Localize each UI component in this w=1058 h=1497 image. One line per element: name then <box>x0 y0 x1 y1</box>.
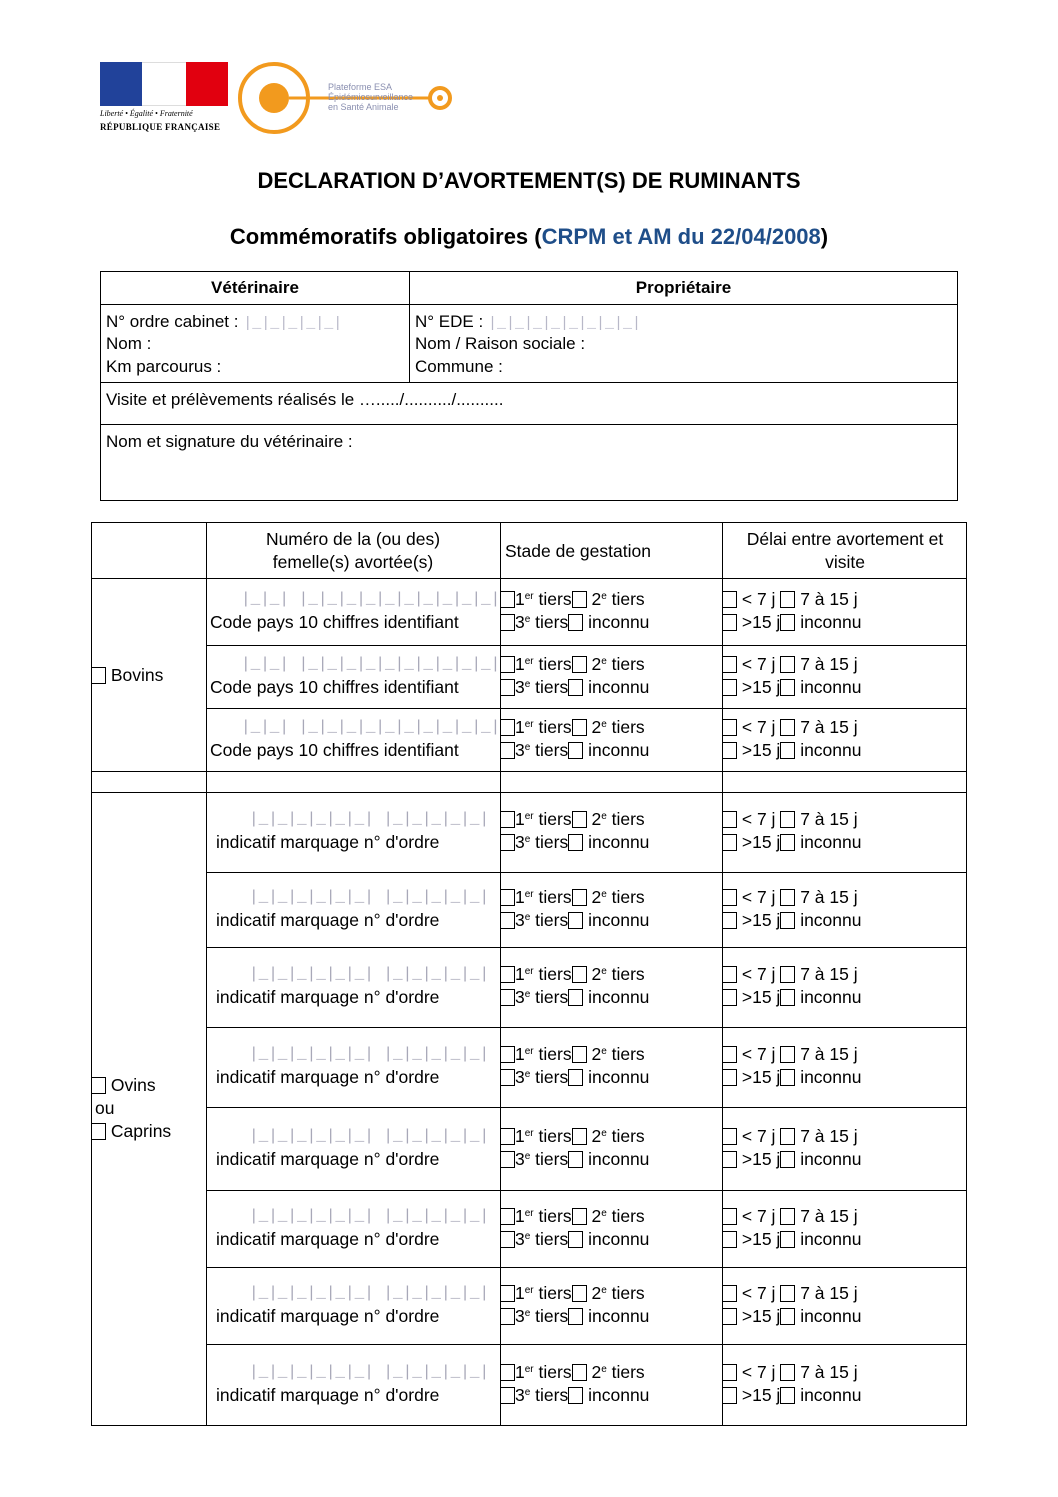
inconnu-delai-checkbox[interactable] <box>780 1151 795 1168</box>
7to15-checkbox[interactable] <box>780 811 795 828</box>
tiers2-checkbox[interactable] <box>572 1128 587 1145</box>
ovin-id-boxes[interactable]: |_|_|_|_|_|_| |_|_|_|_|_| <box>249 810 490 828</box>
raison-sociale-field[interactable]: Nom / Raison sociale : <box>415 334 586 353</box>
delai-row1: < 7 j 7 à 15 j <box>722 588 858 611</box>
ordre-cabinet-field[interactable]: N° ordre cabinet : |_|_|_|_|_| <box>106 312 343 332</box>
gt15-checkbox[interactable] <box>722 1308 737 1325</box>
delai-row2: >15 j inconnu <box>722 1148 862 1171</box>
tiers3-checkbox[interactable] <box>500 742 515 759</box>
gt15-checkbox[interactable] <box>722 989 737 1006</box>
nom-veterinaire-field[interactable]: Nom : <box>106 334 152 353</box>
inconnu-stade-checkbox[interactable] <box>568 1069 583 1086</box>
7to15-checkbox[interactable] <box>780 656 795 673</box>
stade-row1: 1er tiers 2e tiers <box>500 808 645 831</box>
stade-row1: 1er tiers 2e tiers <box>500 1125 645 1148</box>
gt15-checkbox[interactable] <box>722 614 737 631</box>
delai-row2: >15 j inconnu <box>722 1228 862 1251</box>
inconnu-stade-checkbox[interactable] <box>568 614 583 631</box>
inconnu-stade-checkbox[interactable] <box>568 1151 583 1168</box>
veterinaire-proprietaire-table <box>100 271 958 501</box>
lt7-checkbox[interactable] <box>722 1364 737 1381</box>
inconnu-delai-checkbox[interactable] <box>780 1069 795 1086</box>
col-stade-header: Stade de gestation <box>505 541 651 561</box>
delai-row2: >15 j inconnu <box>722 909 862 932</box>
stade-row1: 1er tiers 2e tiers <box>500 963 645 986</box>
inconnu-delai-checkbox[interactable] <box>780 834 795 851</box>
delai-row2: >15 j inconnu <box>722 831 862 854</box>
tiers1-checkbox[interactable] <box>500 719 515 736</box>
gt15-checkbox[interactable] <box>722 679 737 696</box>
inconnu-stade-checkbox[interactable] <box>568 679 583 696</box>
bovin-id-boxes[interactable]: |_|_| |_|_|_|_|_|_|_|_|_|_| <box>241 655 501 673</box>
7to15-checkbox[interactable] <box>780 719 795 736</box>
inconnu-stade-checkbox[interactable] <box>568 1387 583 1404</box>
stade-row2: 3e tiers inconnu <box>500 739 649 762</box>
stade-row1: 1er tiers 2e tiers <box>500 1043 645 1066</box>
ovin-id-boxes[interactable]: |_|_|_|_|_|_| |_|_|_|_|_| <box>249 1363 490 1381</box>
tiers1-checkbox[interactable] <box>500 656 515 673</box>
tiers3-checkbox[interactable] <box>500 912 515 929</box>
republique-francaise-logo <box>100 62 228 136</box>
esa-logo <box>236 60 456 140</box>
page-subtitle: Commémoratifs obligatoires (CRPM et AM du 22/04/2008) <box>229 224 829 249</box>
gt15-checkbox[interactable] <box>722 834 737 851</box>
inconnu-delai-checkbox[interactable] <box>780 742 795 759</box>
caprins-checkbox[interactable] <box>91 1123 106 1140</box>
delai-row2: >15 j inconnu <box>722 739 862 762</box>
tiers1-checkbox[interactable] <box>500 966 515 983</box>
delai-row2: >15 j inconnu <box>722 676 862 699</box>
inconnu-stade-checkbox[interactable] <box>568 742 583 759</box>
bovin-id-caption: Code pays 10 chiffres identifiant <box>210 677 459 697</box>
tiers2-checkbox[interactable] <box>572 719 587 736</box>
7to15-checkbox[interactable] <box>780 1128 795 1145</box>
stade-row1: 1er tiers 2e tiers <box>500 886 645 909</box>
bovins-option[interactable]: Bovins <box>91 664 163 687</box>
lt7-checkbox[interactable] <box>722 1208 737 1225</box>
delai-row1: < 7 j 7 à 15 j <box>722 1282 858 1305</box>
tiers2-checkbox[interactable] <box>572 656 587 673</box>
caprins-option[interactable]: Caprins <box>91 1120 171 1143</box>
ovin-id-caption: indicatif marquage n° d'ordre <box>216 910 440 930</box>
tricolor-flag <box>100 62 228 106</box>
stade-row2: 3e tiers inconnu <box>500 831 649 854</box>
tiers3-checkbox[interactable] <box>500 614 515 631</box>
tiers3-checkbox[interactable] <box>500 1231 515 1248</box>
commune-field[interactable]: Commune : <box>415 357 503 376</box>
stade-row1: 1er tiers 2e tiers <box>500 1205 645 1228</box>
ovin-id-boxes[interactable]: |_|_|_|_|_|_| |_|_|_|_|_| <box>249 1127 490 1145</box>
tiers1-checkbox[interactable] <box>500 889 515 906</box>
7to15-checkbox[interactable] <box>780 966 795 983</box>
stade-row1: 1er tiers 2e tiers <box>500 588 645 611</box>
stade-row1: 1er tiers 2e tiers <box>500 1361 645 1384</box>
ovin-id-caption: indicatif marquage n° d'ordre <box>216 1149 440 1169</box>
delai-row1: < 7 j 7 à 15 j <box>722 808 858 831</box>
ovin-id-caption: indicatif marquage n° d'ordre <box>216 1385 440 1405</box>
republique-name: RÉPUBLIQUE FRANÇAISE <box>100 122 221 132</box>
delai-row2: >15 j inconnu <box>722 1384 862 1407</box>
bovin-id-caption: Code pays 10 chiffres identifiant <box>210 740 459 760</box>
bovin-id-boxes[interactable]: |_|_| |_|_|_|_|_|_|_|_|_|_| <box>241 590 501 608</box>
stade-row1: 1er tiers 2e tiers <box>500 1282 645 1305</box>
inconnu-delai-checkbox[interactable] <box>780 614 795 631</box>
tiers1-checkbox[interactable] <box>500 1128 515 1145</box>
ovin-id-caption: indicatif marquage n° d'ordre <box>216 832 440 852</box>
inconnu-delai-checkbox[interactable] <box>780 912 795 929</box>
gt15-checkbox[interactable] <box>722 1151 737 1168</box>
tiers2-checkbox[interactable] <box>572 1285 587 1302</box>
7to15-checkbox[interactable] <box>780 1364 795 1381</box>
bovins-checkbox[interactable] <box>91 667 106 684</box>
delai-row2: >15 j inconnu <box>722 1305 862 1328</box>
km-parcourus-field[interactable]: Km parcourus : <box>106 357 222 376</box>
ovin-id-boxes[interactable]: |_|_|_|_|_|_| |_|_|_|_|_| <box>249 1045 490 1063</box>
inconnu-delai-checkbox[interactable] <box>780 989 795 1006</box>
ou-label: ou <box>95 1098 115 1118</box>
gt15-checkbox[interactable] <box>722 742 737 759</box>
veterinaire-header: Vétérinaire <box>101 272 409 305</box>
inconnu-delai-checkbox[interactable] <box>780 1387 795 1404</box>
stade-row2: 3e tiers inconnu <box>500 909 649 932</box>
tiers1-checkbox[interactable] <box>500 1208 515 1225</box>
stade-row2: 3e tiers inconnu <box>500 611 649 634</box>
col-delai-header: Délai entre avortement et visite <box>746 529 944 572</box>
delai-row1: < 7 j 7 à 15 j <box>722 886 858 909</box>
tiers3-checkbox[interactable] <box>500 834 515 851</box>
lt7-checkbox[interactable] <box>722 1285 737 1302</box>
stade-row2: 3e tiers inconnu <box>500 1228 649 1251</box>
tiers2-checkbox[interactable] <box>572 811 587 828</box>
proprietaire-header: Propriétaire <box>410 272 957 305</box>
delai-row2: >15 j inconnu <box>722 1066 862 1089</box>
delai-row1: < 7 j 7 à 15 j <box>722 1361 858 1384</box>
7to15-checkbox[interactable] <box>780 1208 795 1225</box>
ovins-option[interactable]: Ovins <box>91 1074 156 1097</box>
col-numero-header: Numéro de la (ou des) femelle(s) avortée(s) <box>265 529 441 572</box>
stade-row2: 3e tiers inconnu <box>500 1148 649 1171</box>
ovin-id-caption: indicatif marquage n° d'ordre <box>216 1067 440 1087</box>
delai-row1: < 7 j 7 à 15 j <box>722 1205 858 1228</box>
tiers3-checkbox[interactable] <box>500 1308 515 1325</box>
inconnu-delai-checkbox[interactable] <box>780 1308 795 1325</box>
delai-row2: >15 j inconnu <box>722 611 862 634</box>
lt7-checkbox[interactable] <box>722 1128 737 1145</box>
inconnu-stade-checkbox[interactable] <box>568 834 583 851</box>
inconnu-stade-checkbox[interactable] <box>568 989 583 1006</box>
delai-row1: < 7 j 7 à 15 j <box>722 963 858 986</box>
stade-row2: 3e tiers inconnu <box>500 1305 649 1328</box>
delai-row2: >15 j inconnu <box>722 986 862 1009</box>
tiers1-checkbox[interactable] <box>500 591 515 608</box>
ovin-id-boxes[interactable]: |_|_|_|_|_|_| |_|_|_|_|_| <box>249 965 490 983</box>
tiers3-checkbox[interactable] <box>500 989 515 1006</box>
stade-row2: 3e tiers inconnu <box>500 986 649 1009</box>
lt7-checkbox[interactable] <box>722 966 737 983</box>
bovin-id-boxes[interactable]: |_|_| |_|_|_|_|_|_|_|_|_|_| <box>241 718 501 736</box>
inconnu-stade-checkbox[interactable] <box>568 912 583 929</box>
delai-row1: < 7 j 7 à 15 j <box>722 1043 858 1066</box>
ede-field[interactable]: N° EDE : |_|_|_|_|_|_|_|_| <box>415 312 641 332</box>
avortements-table <box>91 522 967 1426</box>
tiers2-checkbox[interactable] <box>572 1208 587 1225</box>
lt7-checkbox[interactable] <box>722 591 737 608</box>
gt15-checkbox[interactable] <box>722 1231 737 1248</box>
ovins-checkbox[interactable] <box>91 1077 106 1094</box>
7to15-checkbox[interactable] <box>780 591 795 608</box>
signature-field[interactable]: Nom et signature du vétérinaire : <box>106 432 353 451</box>
gt15-checkbox[interactable] <box>722 1069 737 1086</box>
stade-row2: 3e tiers inconnu <box>500 676 649 699</box>
ovin-id-boxes[interactable]: |_|_|_|_|_|_| |_|_|_|_|_| <box>249 1284 490 1302</box>
ovin-id-caption: indicatif marquage n° d'ordre <box>216 987 440 1007</box>
lt7-checkbox[interactable] <box>722 656 737 673</box>
lt7-checkbox[interactable] <box>722 719 737 736</box>
inconnu-stade-checkbox[interactable] <box>568 1231 583 1248</box>
tiers1-checkbox[interactable] <box>500 811 515 828</box>
bovin-id-caption: Code pays 10 chiffres identifiant <box>210 612 459 632</box>
stade-row1: 1er tiers 2e tiers <box>500 653 645 676</box>
lt7-checkbox[interactable] <box>722 1046 737 1063</box>
delai-row1: < 7 j 7 à 15 j <box>722 1125 858 1148</box>
tiers3-checkbox[interactable] <box>500 679 515 696</box>
visite-date-field[interactable]: Visite et prélèvements réalisés le …...../........../.......... <box>106 390 504 409</box>
tiers1-checkbox[interactable] <box>500 1364 515 1381</box>
lt7-checkbox[interactable] <box>722 889 737 906</box>
tiers3-checkbox[interactable] <box>500 1151 515 1168</box>
ovin-id-boxes[interactable]: |_|_|_|_|_|_| |_|_|_|_|_| <box>249 1207 490 1225</box>
delai-row1: < 7 j 7 à 15 j <box>722 653 858 676</box>
delai-row1: < 7 j 7 à 15 j <box>722 716 858 739</box>
gt15-checkbox[interactable] <box>722 912 737 929</box>
inconnu-delai-checkbox[interactable] <box>780 1231 795 1248</box>
tiers1-checkbox[interactable] <box>500 1285 515 1302</box>
7to15-checkbox[interactable] <box>780 889 795 906</box>
inconnu-delai-checkbox[interactable] <box>780 679 795 696</box>
tiers2-checkbox[interactable] <box>572 1364 587 1381</box>
inconnu-stade-checkbox[interactable] <box>568 1308 583 1325</box>
7to15-checkbox[interactable] <box>780 1046 795 1063</box>
stade-row1: 1er tiers 2e tiers <box>500 716 645 739</box>
stade-row2: 3e tiers inconnu <box>500 1384 649 1407</box>
tiers1-checkbox[interactable] <box>500 1046 515 1063</box>
devise: Liberté • Égalité • Fraternité <box>100 109 193 118</box>
tiers2-checkbox[interactable] <box>572 591 587 608</box>
tiers2-checkbox[interactable] <box>572 1046 587 1063</box>
legal-reference: CRPM et AM du 22/04/2008 <box>541 224 821 249</box>
tiers3-checkbox[interactable] <box>500 1387 515 1404</box>
stade-row2: 3e tiers inconnu <box>500 1066 649 1089</box>
ovin-id-caption: indicatif marquage n° d'ordre <box>216 1306 440 1326</box>
page-title: DECLARATION D’AVORTEMENT(S) DE RUMINANTS <box>257 168 801 193</box>
tiers2-checkbox[interactable] <box>572 966 587 983</box>
ovin-id-boxes[interactable]: |_|_|_|_|_|_| |_|_|_|_|_| <box>249 888 490 906</box>
gt15-checkbox[interactable] <box>722 1387 737 1404</box>
tiers2-checkbox[interactable] <box>572 889 587 906</box>
lt7-checkbox[interactable] <box>722 811 737 828</box>
7to15-checkbox[interactable] <box>780 1285 795 1302</box>
esa-text: Plateforme ESA Épidémiosurveillance en Santé Animale <box>328 82 414 112</box>
ovin-id-caption: indicatif marquage n° d'ordre <box>216 1229 440 1249</box>
tiers3-checkbox[interactable] <box>500 1069 515 1086</box>
